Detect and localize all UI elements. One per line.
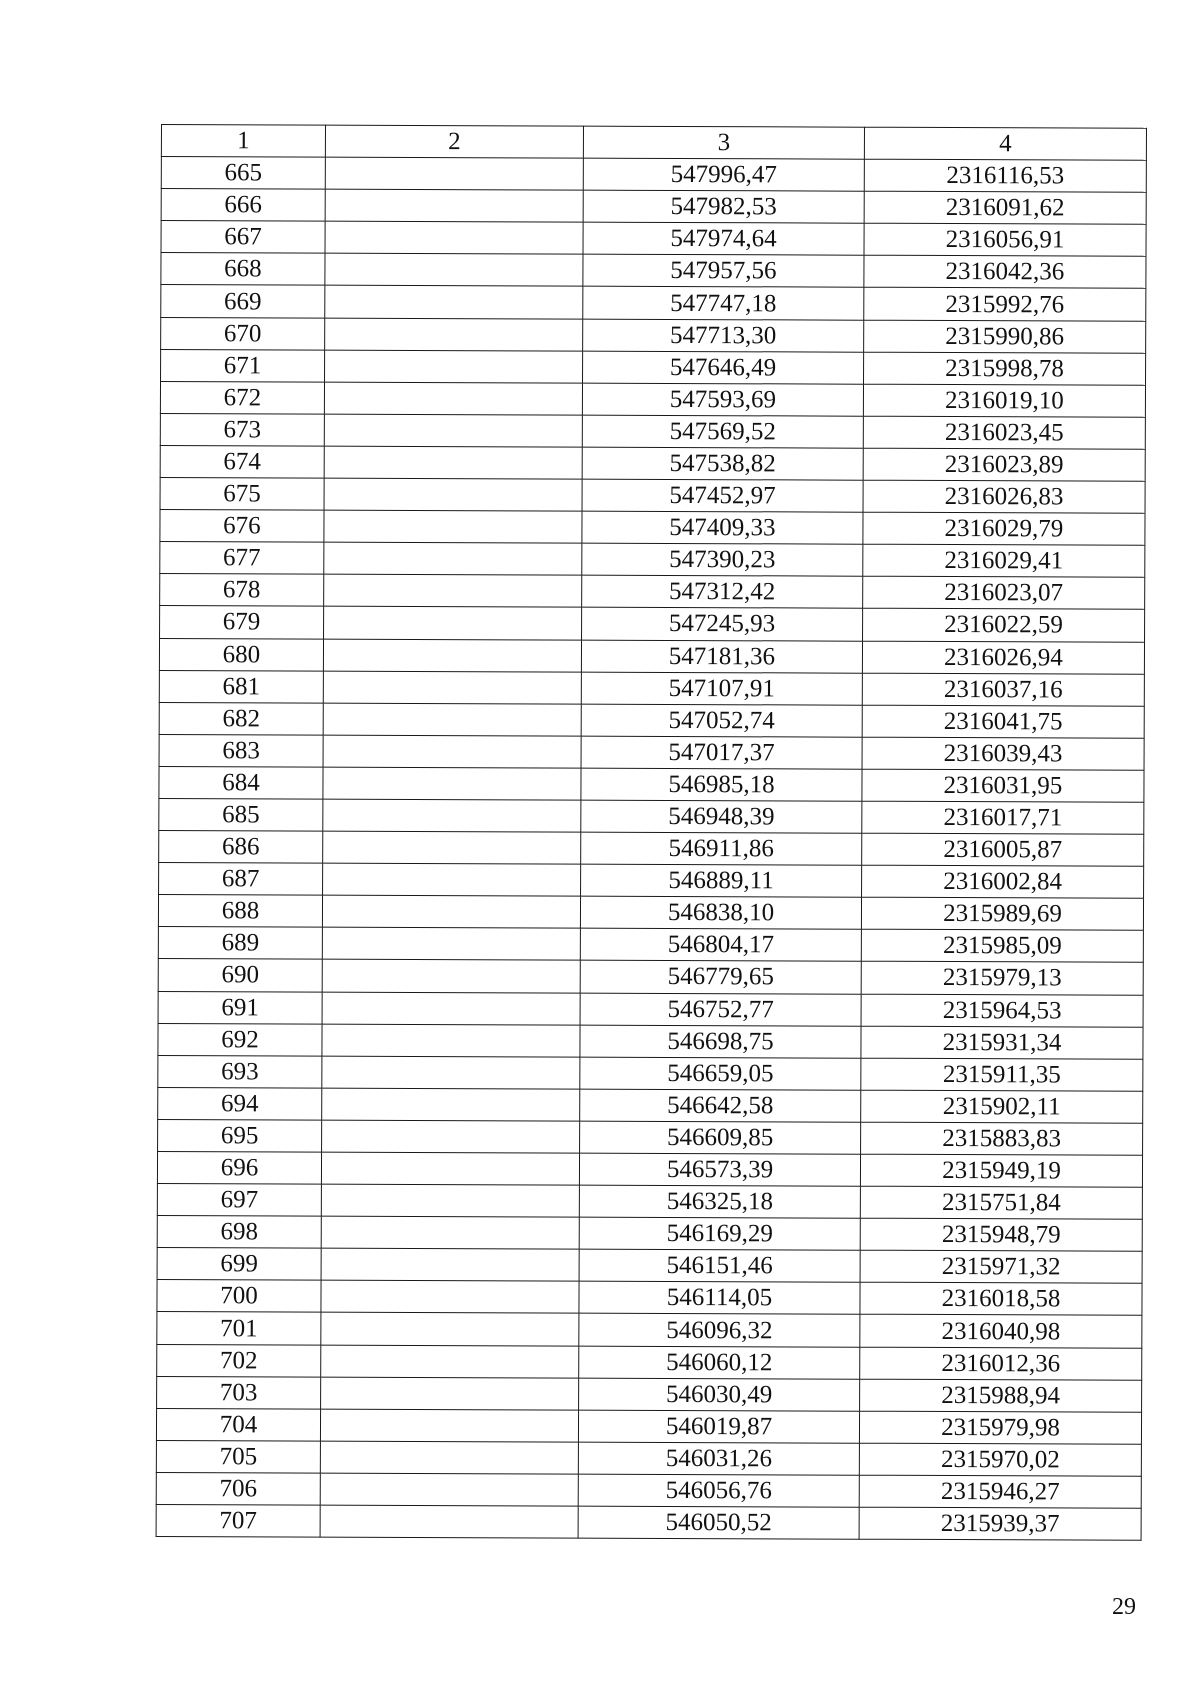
- y-coordinate-cell: 2316042,36: [864, 256, 1146, 289]
- point-number-cell: 666: [161, 189, 325, 222]
- point-number-cell: 665: [161, 157, 325, 190]
- empty-cell: [324, 574, 582, 607]
- column-header-1: 1: [161, 125, 325, 158]
- table-row: [159, 638, 1144, 674]
- x-coordinate-cell: 547982,53: [583, 190, 864, 223]
- table-row: [158, 991, 1143, 1027]
- y-coordinate-cell: 2316017,71: [862, 801, 1144, 834]
- y-coordinate-cell: 2316029,41: [863, 544, 1145, 577]
- table-row: [157, 1151, 1142, 1187]
- column-header-4: 4: [864, 127, 1146, 160]
- point-number-cell: 700: [157, 1280, 321, 1313]
- y-coordinate-cell: 2315911,35: [861, 1058, 1143, 1091]
- table-row: [159, 831, 1144, 867]
- y-coordinate-cell: 2315970,02: [859, 1443, 1141, 1476]
- table-row: [160, 606, 1145, 642]
- y-coordinate-cell: 2316029,79: [863, 512, 1145, 545]
- y-coordinate-cell: 2316056,91: [864, 223, 1146, 256]
- x-coordinate-cell: 547181,36: [581, 640, 862, 673]
- y-coordinate-cell: 2316031,95: [862, 769, 1144, 802]
- empty-cell: [320, 1409, 578, 1442]
- table-row: [161, 349, 1146, 385]
- x-coordinate-cell: 547996,47: [583, 158, 864, 191]
- table-row: [157, 1344, 1142, 1380]
- empty-cell: [324, 510, 582, 543]
- x-coordinate-cell: 546752,77: [580, 993, 861, 1026]
- y-coordinate-cell: 2315902,11: [861, 1090, 1143, 1123]
- table-row: [158, 1055, 1143, 1091]
- x-coordinate-cell: 547245,93: [582, 608, 863, 641]
- table-row: [158, 1087, 1143, 1123]
- empty-cell: [321, 1248, 579, 1281]
- table-row: [157, 1280, 1142, 1316]
- table-row: [159, 798, 1144, 834]
- empty-cell: [325, 350, 583, 383]
- x-coordinate-cell: 547569,52: [582, 415, 863, 448]
- x-coordinate-cell: 546114,05: [579, 1281, 860, 1314]
- table-row: [156, 1440, 1141, 1476]
- empty-cell: [320, 1473, 578, 1506]
- y-coordinate-cell: 2316005,87: [862, 833, 1144, 866]
- empty-cell: [322, 895, 580, 928]
- y-coordinate-cell: 2316041,75: [862, 705, 1144, 738]
- empty-cell: [321, 1280, 579, 1313]
- y-coordinate-cell: 2315998,78: [864, 352, 1146, 385]
- table-row: [161, 285, 1146, 321]
- empty-cell: [323, 863, 581, 896]
- y-coordinate-cell: 2315992,76: [864, 288, 1146, 321]
- x-coordinate-cell: 547312,42: [582, 575, 863, 608]
- x-coordinate-cell: 546031,26: [578, 1442, 859, 1475]
- y-coordinate-cell: 2316023,07: [863, 577, 1145, 610]
- point-number-cell: 688: [158, 895, 322, 928]
- x-coordinate-cell: 546804,17: [580, 928, 861, 961]
- x-coordinate-cell: 546325,18: [579, 1185, 860, 1218]
- x-coordinate-cell: 546060,12: [579, 1346, 860, 1379]
- table-row: [156, 1472, 1141, 1508]
- column-header-2: 2: [325, 125, 583, 158]
- empty-cell: [320, 1505, 578, 1538]
- x-coordinate-cell: 546698,75: [580, 1025, 861, 1058]
- table-row: [160, 542, 1145, 578]
- table-row: [159, 766, 1144, 802]
- x-coordinate-cell: 547974,64: [583, 222, 864, 255]
- x-coordinate-cell: 546911,86: [581, 832, 862, 865]
- point-number-cell: 694: [158, 1087, 322, 1120]
- empty-cell: [324, 607, 582, 640]
- point-number-cell: 698: [157, 1216, 321, 1249]
- point-number-cell: 690: [158, 959, 322, 992]
- point-number-cell: 674: [160, 445, 324, 478]
- table-row: [157, 1248, 1142, 1284]
- table-row: [158, 895, 1143, 931]
- table-row: [160, 445, 1145, 481]
- empty-cell: [323, 767, 581, 800]
- y-coordinate-cell: 2316002,84: [862, 865, 1144, 898]
- empty-cell: [322, 1024, 580, 1057]
- y-coordinate-cell: 2315989,69: [861, 897, 1143, 930]
- x-coordinate-cell: 547593,69: [582, 383, 863, 416]
- point-number-cell: 706: [156, 1472, 320, 1505]
- y-coordinate-cell: 2316037,16: [862, 673, 1144, 706]
- point-number-cell: 697: [157, 1184, 321, 1217]
- point-number-cell: 687: [159, 863, 323, 896]
- y-coordinate-cell: 2316012,36: [860, 1347, 1142, 1380]
- x-coordinate-cell: 546056,76: [578, 1474, 859, 1507]
- point-number-cell: 685: [159, 798, 323, 831]
- y-coordinate-cell: 2316023,45: [863, 416, 1145, 449]
- empty-cell: [324, 414, 582, 447]
- y-coordinate-cell: 2316023,89: [863, 448, 1145, 481]
- y-coordinate-cell: 2316026,94: [862, 641, 1144, 674]
- point-number-cell: 678: [160, 574, 324, 607]
- point-number-cell: 702: [157, 1344, 321, 1377]
- x-coordinate-cell: 546985,18: [581, 768, 862, 801]
- point-number-cell: 681: [159, 670, 323, 703]
- empty-cell: [324, 382, 582, 415]
- point-number-cell: 668: [161, 253, 325, 286]
- x-coordinate-cell: 547713,30: [583, 319, 864, 352]
- table-row: [159, 670, 1144, 706]
- point-number-cell: 705: [156, 1440, 320, 1473]
- x-coordinate-cell: 546030,49: [579, 1378, 860, 1411]
- point-number-cell: 677: [160, 542, 324, 575]
- empty-cell: [323, 703, 581, 736]
- table-row: [161, 157, 1146, 193]
- empty-cell: [325, 189, 583, 222]
- y-coordinate-cell: 2315948,79: [860, 1218, 1142, 1251]
- table-row: [158, 1119, 1143, 1155]
- point-number-cell: 682: [159, 702, 323, 735]
- point-number-cell: 701: [157, 1312, 321, 1345]
- x-coordinate-cell: 547017,37: [581, 736, 862, 769]
- table-row: [157, 1376, 1142, 1412]
- table-row: [159, 702, 1144, 738]
- empty-cell: [321, 1184, 579, 1217]
- y-coordinate-cell: 2315939,37: [859, 1507, 1141, 1540]
- x-coordinate-cell: 547538,82: [582, 447, 863, 480]
- y-coordinate-cell: 2316091,62: [864, 191, 1146, 224]
- x-coordinate-cell: 546169,29: [579, 1217, 860, 1250]
- point-number-cell: 704: [156, 1408, 320, 1441]
- y-coordinate-cell: 2316040,98: [860, 1315, 1142, 1348]
- y-coordinate-cell: 2315751,84: [860, 1186, 1142, 1219]
- point-number-cell: 672: [160, 381, 324, 414]
- empty-cell: [321, 1152, 579, 1185]
- empty-cell: [322, 992, 580, 1025]
- empty-cell: [322, 927, 580, 960]
- page-number: 29: [1112, 1594, 1136, 1620]
- x-coordinate-cell: 546096,32: [579, 1314, 860, 1347]
- x-coordinate-cell: 546609,85: [580, 1121, 861, 1154]
- empty-cell: [324, 542, 582, 575]
- y-coordinate-cell: 2315946,27: [859, 1475, 1141, 1508]
- x-coordinate-cell: 547409,33: [582, 511, 863, 544]
- point-number-cell: 680: [159, 638, 323, 671]
- empty-cell: [323, 735, 581, 768]
- empty-cell: [320, 1441, 578, 1474]
- empty-cell: [325, 254, 583, 287]
- empty-cell: [323, 799, 581, 832]
- table-row: [161, 189, 1146, 225]
- empty-cell: [325, 157, 583, 190]
- y-coordinate-cell: 2315964,53: [861, 994, 1143, 1027]
- empty-cell: [321, 1313, 579, 1346]
- table-row: [160, 574, 1145, 610]
- x-coordinate-cell: 546151,46: [579, 1249, 860, 1282]
- table-row: [158, 959, 1143, 995]
- empty-cell: [323, 671, 581, 704]
- empty-cell: [322, 1088, 580, 1121]
- x-coordinate-cell: 547747,18: [583, 287, 864, 320]
- point-number-cell: 692: [158, 1023, 322, 1056]
- y-coordinate-cell: 2316116,53: [864, 159, 1146, 192]
- y-coordinate-cell: 2315988,94: [860, 1379, 1142, 1412]
- x-coordinate-cell: 546050,52: [578, 1506, 859, 1539]
- point-number-cell: 671: [161, 349, 325, 382]
- y-coordinate-cell: 2316018,58: [860, 1283, 1142, 1316]
- table-header-row: [161, 125, 1146, 161]
- y-coordinate-cell: 2315985,09: [861, 930, 1143, 963]
- y-coordinate-cell: 2315990,86: [864, 320, 1146, 353]
- point-number-cell: 667: [161, 221, 325, 254]
- empty-cell: [325, 318, 583, 351]
- table-row: [159, 734, 1144, 770]
- x-coordinate-cell: 546019,87: [578, 1410, 859, 1443]
- table-row: [160, 510, 1145, 546]
- x-coordinate-cell: 547957,56: [583, 254, 864, 287]
- empty-cell: [323, 639, 581, 672]
- table-row: [157, 1216, 1142, 1252]
- empty-cell: [324, 446, 582, 479]
- table-row: [161, 221, 1146, 257]
- table-row: [161, 317, 1146, 353]
- point-number-cell: 686: [159, 831, 323, 864]
- table-body: [156, 157, 1146, 1541]
- x-coordinate-cell: 546659,05: [580, 1057, 861, 1090]
- empty-cell: [323, 831, 581, 864]
- empty-cell: [322, 1056, 580, 1089]
- x-coordinate-cell: 547646,49: [583, 351, 864, 384]
- y-coordinate-cell: 2315979,13: [861, 962, 1143, 995]
- table-row: [156, 1408, 1141, 1444]
- x-coordinate-cell: 547452,97: [582, 479, 863, 512]
- table-row: [160, 413, 1145, 449]
- table-row: [157, 1312, 1142, 1348]
- point-number-cell: 695: [158, 1119, 322, 1152]
- table-row: [160, 381, 1145, 417]
- y-coordinate-cell: 2315931,34: [861, 1026, 1143, 1059]
- point-number-cell: 707: [156, 1505, 320, 1538]
- column-header-3: 3: [583, 126, 864, 159]
- point-number-cell: 679: [160, 606, 324, 639]
- y-coordinate-cell: 2316019,10: [863, 384, 1145, 417]
- point-number-cell: 684: [159, 766, 323, 799]
- table-row: [159, 863, 1144, 899]
- y-coordinate-cell: 2315949,19: [860, 1154, 1142, 1187]
- x-coordinate-cell: 546573,39: [579, 1153, 860, 1186]
- point-number-cell: 691: [158, 991, 322, 1024]
- point-number-cell: 676: [160, 510, 324, 543]
- table-row: [161, 253, 1146, 289]
- x-coordinate-cell: 546948,39: [581, 800, 862, 833]
- table-row: [156, 1505, 1141, 1541]
- point-number-cell: 683: [159, 734, 323, 767]
- point-number-cell: 699: [157, 1248, 321, 1281]
- point-number-cell: 673: [160, 413, 324, 446]
- y-coordinate-cell: 2315979,98: [859, 1411, 1141, 1444]
- point-number-cell: 696: [157, 1151, 321, 1184]
- y-coordinate-cell: 2316039,43: [862, 737, 1144, 770]
- y-coordinate-cell: 2315971,32: [860, 1250, 1142, 1283]
- table-row: [160, 478, 1145, 514]
- x-coordinate-cell: 546889,11: [581, 864, 862, 897]
- empty-cell: [321, 1345, 579, 1378]
- empty-cell: [322, 960, 580, 993]
- y-coordinate-cell: 2316022,59: [863, 609, 1145, 642]
- point-number-cell: 669: [161, 285, 325, 318]
- empty-cell: [324, 478, 582, 511]
- x-coordinate-cell: 546779,65: [580, 961, 861, 994]
- point-number-cell: 703: [157, 1376, 321, 1409]
- point-number-cell: 689: [158, 927, 322, 960]
- table-row: [157, 1184, 1142, 1220]
- x-coordinate-cell: 547107,91: [581, 672, 862, 705]
- x-coordinate-cell: 547052,74: [581, 704, 862, 737]
- y-coordinate-cell: 2316026,83: [863, 480, 1145, 513]
- x-coordinate-cell: 547390,23: [582, 543, 863, 576]
- x-coordinate-cell: 546838,10: [580, 896, 861, 929]
- coordinates-table: [156, 124, 1147, 1541]
- point-number-cell: 670: [161, 317, 325, 350]
- empty-cell: [321, 1377, 579, 1410]
- point-number-cell: 693: [158, 1055, 322, 1088]
- y-coordinate-cell: 2315883,83: [861, 1122, 1143, 1155]
- point-number-cell: 675: [160, 478, 324, 511]
- table-row: [158, 1023, 1143, 1059]
- empty-cell: [325, 286, 583, 319]
- empty-cell: [322, 1120, 580, 1153]
- x-coordinate-cell: 546642,58: [580, 1089, 861, 1122]
- empty-cell: [325, 221, 583, 254]
- table-row: [158, 927, 1143, 963]
- empty-cell: [321, 1216, 579, 1249]
